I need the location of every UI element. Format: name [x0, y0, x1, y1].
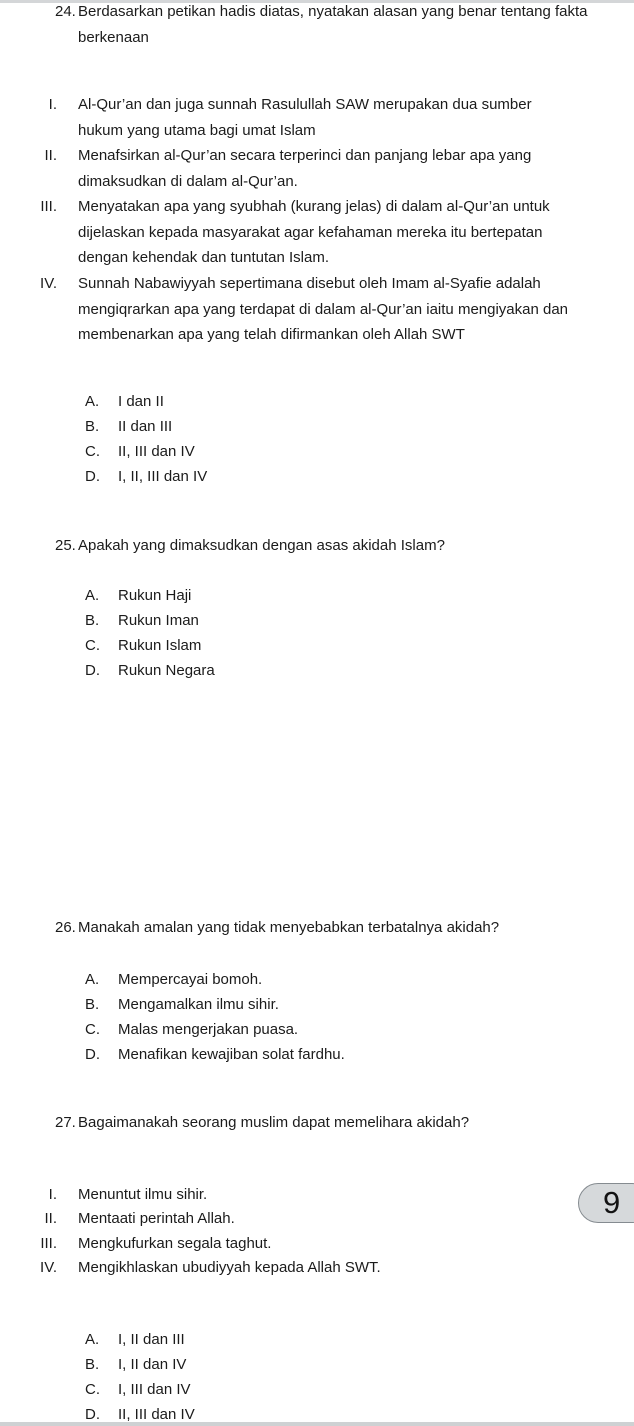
option-text: II, III dan IV — [118, 1405, 195, 1423]
statement-label: III. — [40, 198, 57, 215]
question-27 — [55, 1110, 590, 1136]
option-label: B. — [85, 995, 100, 1013]
option-text: I, III dan IV — [118, 1380, 191, 1398]
option-item — [85, 414, 207, 439]
statement-text: Mengikhlaskan ubudiyyah kepada Allah SWT. — [78, 1259, 381, 1276]
statement-item — [36, 1232, 381, 1257]
question-text: Bagaimanakah seorang muslim dapat memelihara akidah? — [78, 1114, 470, 1131]
option-text: Rukun Haji — [118, 586, 192, 604]
option-item — [85, 1327, 195, 1352]
option-label: A. — [85, 392, 100, 410]
question-number: 24. — [55, 3, 76, 20]
question-24 — [55, 0, 590, 51]
statement-item — [36, 1256, 381, 1281]
question-number: 26. — [55, 919, 76, 936]
statement-item — [36, 1183, 381, 1208]
statement-label: III. — [40, 1234, 57, 1252]
option-label: A. — [85, 586, 100, 604]
question-text: Berdasarkan petikan hadis diatas, nyatakan alasan yang benar tentang fakta berkenaan — [78, 3, 592, 46]
option-text: Rukun Negara — [118, 661, 215, 679]
option-item — [85, 1042, 345, 1067]
option-label: C. — [85, 1380, 100, 1398]
option-item — [85, 464, 207, 489]
option-label: B. — [85, 611, 100, 629]
page-number-badge: 9 — [578, 1183, 634, 1223]
option-label: B. — [85, 417, 100, 435]
option-text: I, II dan III — [118, 1330, 185, 1348]
statements-list — [36, 1183, 381, 1281]
statement-text: Mentaati perintah Allah. — [78, 1210, 235, 1227]
option-label: C. — [85, 442, 100, 460]
option-label: C. — [85, 636, 100, 654]
option-text: I dan II — [118, 392, 164, 410]
option-text: Mengamalkan ilmu sihir. — [118, 995, 279, 1013]
statement-label: II. — [44, 1210, 57, 1227]
question-text: Apakah yang dimaksudkan dengan asas akidah Islam? — [78, 537, 445, 554]
option-text: I, II, III dan IV — [118, 467, 208, 485]
option-text: Mempercayai bomoh. — [118, 970, 263, 988]
option-text: Malas mengerjakan puasa. — [118, 1020, 299, 1038]
option-text: Rukun Islam — [118, 636, 202, 654]
scan-edge-bottom — [0, 1422, 634, 1426]
question-26 — [55, 915, 590, 941]
statement-text: Menyatakan apa yang syubhah (kurang jelas) di dalam al-Qur’an untuk dijelaskan kepada masyarakat agar kefahaman mereka itu bertepatan dengan kehendak dan tuntutan Islam. — [78, 198, 554, 266]
option-item — [85, 633, 215, 658]
statement-item — [36, 1207, 381, 1232]
options-list — [85, 967, 345, 1067]
option-label: A. — [85, 970, 100, 988]
option-label: C. — [85, 1020, 100, 1038]
question-25 — [55, 533, 590, 559]
option-item — [85, 1377, 195, 1402]
statement-text: Menafsirkan al-Qur’an secara terperinci dan panjang lebar apa yang dimaksudkan di dalam al-Qur’an. — [78, 147, 536, 190]
option-item — [85, 1017, 345, 1042]
statement-text: Mengkufurkan segala taghut. — [78, 1234, 272, 1252]
option-text: II dan III — [118, 417, 173, 435]
option-text: I, II dan IV — [118, 1355, 187, 1373]
statement-label: I. — [48, 1185, 57, 1203]
question-number: 25. — [55, 537, 76, 554]
statement-label: IV. — [40, 275, 57, 292]
option-label: D. — [85, 1045, 100, 1063]
option-text: Rukun Iman — [118, 611, 199, 629]
option-item — [85, 439, 207, 464]
statement-item — [36, 194, 582, 271]
statement-item — [36, 143, 582, 194]
statement-label: IV. — [40, 1259, 57, 1276]
option-label: B. — [85, 1355, 100, 1373]
statement-label: I. — [48, 96, 57, 113]
option-item — [85, 658, 215, 683]
question-number: 27. — [55, 1114, 76, 1131]
options-list — [85, 389, 207, 489]
statement-label: II. — [44, 147, 57, 164]
option-text: II, III dan IV — [118, 442, 195, 460]
statement-item — [36, 271, 582, 348]
option-label: A. — [85, 1330, 100, 1348]
option-item — [85, 967, 345, 992]
options-list — [85, 583, 215, 683]
question-text: Manakah amalan yang tidak menyebabkan terbatalnya akidah? — [78, 919, 500, 936]
option-item — [85, 992, 345, 1017]
option-text: Menafikan kewajiban solat fardhu. — [118, 1045, 345, 1063]
statement-item — [36, 92, 582, 143]
option-label: D. — [85, 467, 100, 485]
option-label: D. — [85, 1405, 100, 1423]
options-list — [85, 1327, 195, 1426]
statement-text: Al-Qur’an dan juga sunnah Rasulullah SAW merupakan dua sumber hukum yang utama bagi umat Islam — [78, 96, 549, 139]
option-item — [85, 389, 207, 414]
option-item — [85, 608, 215, 633]
statement-text: Sunnah Nabawiyyah sepertimana disebut oleh Imam al-Syafie adalah mengiqrarkan apa yang terdapat di dalam al-Qur’an iaitu mengiyakan dan membenarkan apa yang telah difirmankan oleh Allah SWT — [78, 275, 573, 343]
option-item — [85, 1352, 195, 1377]
statement-text: Menuntut ilmu sihir. — [78, 1185, 208, 1203]
option-item — [85, 583, 215, 608]
option-label: D. — [85, 661, 100, 679]
